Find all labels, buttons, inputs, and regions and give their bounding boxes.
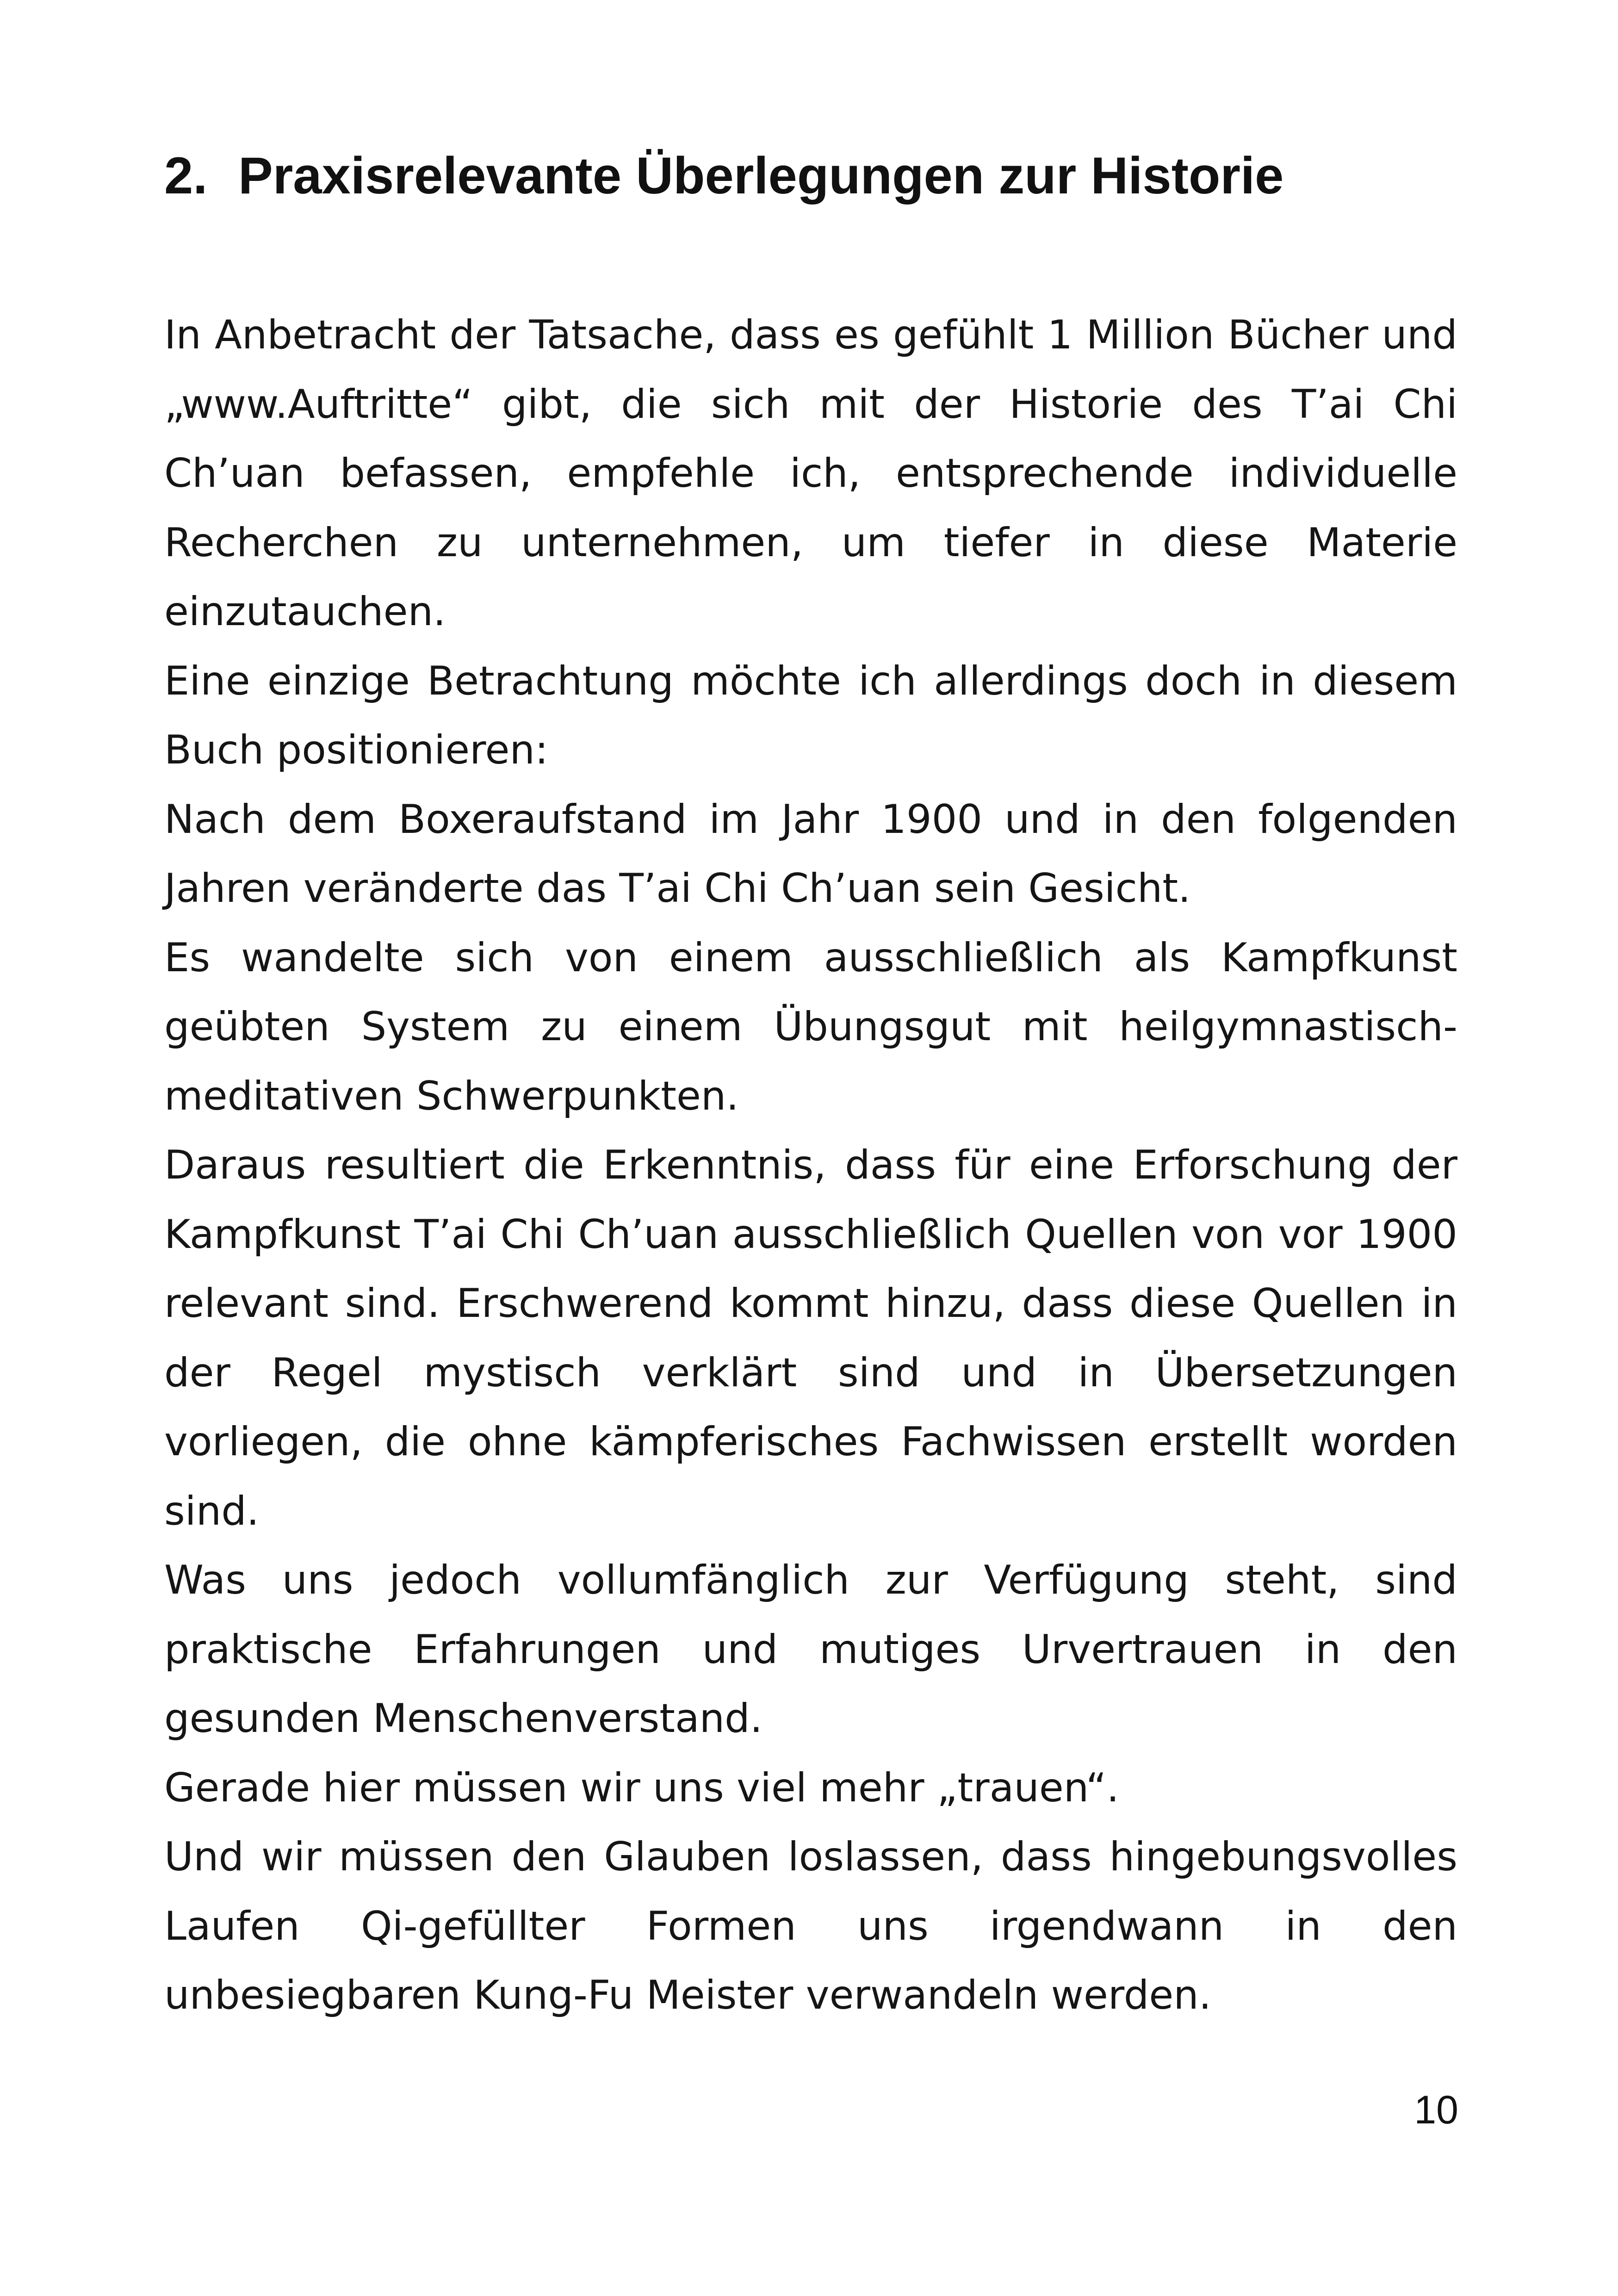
paragraph: Und wir müssen den Glauben loslassen, dass hingebungsvolles Laufen Qi-gefüllter Formen uns irgendwann in den unbesiegbaren Kung-Fu Meister verwandeln werden. <box>164 1834 1457 2018</box>
chapter-title: Praxisrelevante Überlegungen zur Historie <box>238 147 1284 205</box>
paragraph: Nach dem Boxeraufstand im Jahr 1900 und in den folgenden Jahren veränderte das T’ai Chi Ch’uan sein Gesicht. <box>164 796 1457 912</box>
chapter-heading <box>164 139 1506 213</box>
chapter-number: 2. <box>164 147 208 205</box>
paragraph: In Anbetracht der Tatsache, dass es gefühlt 1 Million Bücher und „www.Auftritte“ gibt, die sich mit der Historie des T’ai Chi Ch’uan befassen, empfehle ich, entsprechende individuelle Recherchen zu unternehmen, um tiefer in diese Materie einzutauchen. <box>164 312 1457 635</box>
paragraph: Eine einzige Betrachtung möchte ich allerdings doch in diesem Buch positionieren: <box>164 658 1457 773</box>
paragraph: Gerade hier müssen wir uns viel mehr „trauen“. <box>164 1764 1119 1811</box>
paragraph: Daraus resultiert die Erkenntnis, dass für eine Erforschung der Kampfkunst T’ai Chi Ch’uan ausschließlich Quellen von vor 1900 relevant sind. Erschwerend kommt hinzu, dass diese Quellen in der Regel mystisch verklärt sind und in Übersetzungen vorliegen, die ohne kämpferisches Fachwissen erstellt worden sind. <box>164 1142 1457 1534</box>
paragraph: Was uns jedoch vollumfänglich zur Verfügung steht, sind praktische Erfahrungen und mutiges Urvertrauen in den gesunden Menschenverstand. <box>164 1557 1457 1742</box>
page-number: 10 <box>1414 2088 1458 2132</box>
paragraph: Es wandelte sich von einem ausschließlich als Kampfkunst geübten System zu einem Übungsgut mit heilgymnastisch-meditativen Schwerpunkten. <box>164 934 1457 1119</box>
body-text <box>164 301 1457 2030</box>
